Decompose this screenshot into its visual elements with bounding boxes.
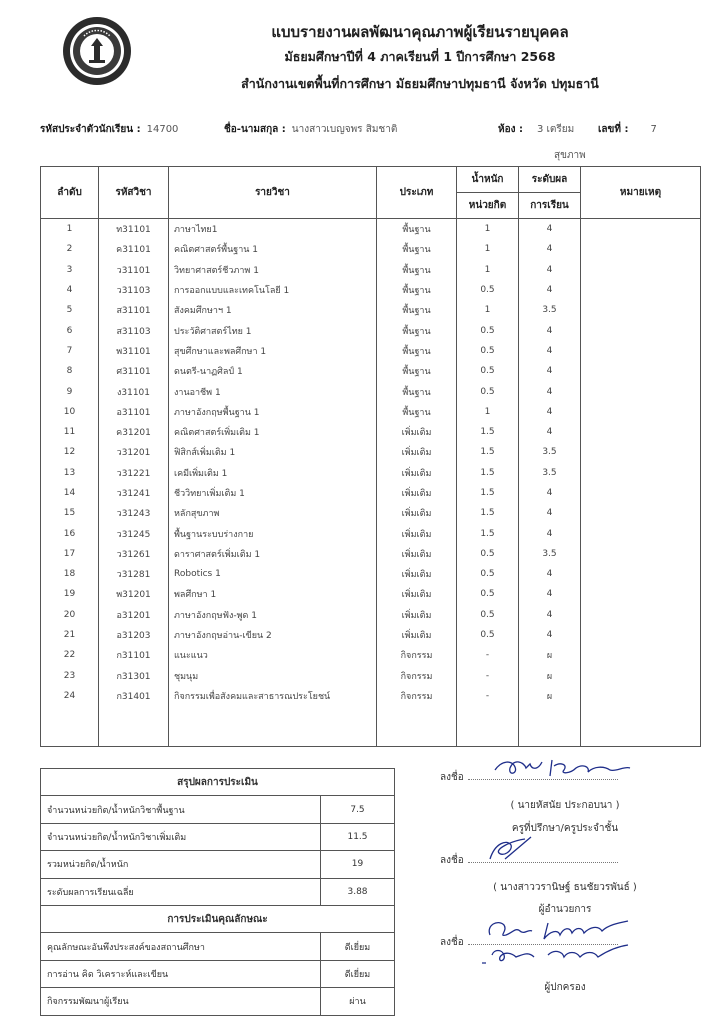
student-room-value: 3 เตรียม (536, 124, 575, 135)
table-row (41, 442, 701, 462)
trait-row-value: ดีเยี่ยม (321, 960, 395, 987)
row-remark (581, 422, 701, 442)
col-weight-header: น้ำหนัก (457, 167, 519, 193)
summary-table (40, 768, 395, 1016)
trait-row-value: ผ่าน (321, 988, 395, 1015)
row-remark (581, 666, 701, 686)
parent-signature-icon (478, 905, 648, 975)
trait-row-label: การอ่าน คิด วิเคราะห์และเขียน (41, 960, 321, 987)
row-no: 9 (41, 381, 99, 401)
row-type: เพิ่มเติม (377, 625, 457, 645)
row-code: ว31201 (99, 442, 169, 462)
row-remark (581, 625, 701, 645)
row-subject: แนะแนว (169, 645, 377, 665)
row-no: 21 (41, 625, 99, 645)
row-no: 5 (41, 300, 99, 320)
trait-row-label: กิจกรรมพัฒนาผู้เรียน (41, 988, 321, 1015)
parent-signature-line: ลงชื่อ (440, 935, 618, 950)
row-subject: ฟิสิกส์เพิ่มเติม 1 (169, 442, 377, 462)
report-subtitle: มัธยมศึกษาปีที่ 4 ภาคเรียนที่ 1 ปีการศึกษา 2568 (284, 49, 556, 64)
summary-row (41, 823, 395, 850)
row-code: ว31281 (99, 564, 169, 584)
row-subject: ภาษาอังกฤษอ่าน-เขียน 2 (169, 625, 377, 645)
summary-row-value: 7.5 (321, 796, 395, 823)
row-credit: - (457, 645, 519, 665)
row-code: ท31101 (99, 219, 169, 240)
col-remark-header: หมายเหตุ (581, 167, 701, 219)
row-credit: 1.5 (457, 442, 519, 462)
row-no: 22 (41, 645, 99, 665)
row-no: 4 (41, 280, 99, 300)
row-credit: 1.5 (457, 463, 519, 483)
summary-row-value: 3.88 (321, 878, 395, 905)
student-number-label: เลขที่ : (598, 124, 629, 135)
row-credit: - (457, 686, 519, 706)
row-credit: 0.5 (457, 584, 519, 604)
row-remark (581, 219, 701, 240)
row-credit: 0.5 (457, 280, 519, 300)
row-code: อ31101 (99, 402, 169, 422)
row-grade: 3.5 (519, 300, 581, 320)
row-no: 1 (41, 219, 99, 240)
col-grade-header: ระดับผล (519, 167, 581, 193)
row-type: พื้นฐาน (377, 341, 457, 361)
row-type: เพิ่มเติม (377, 503, 457, 523)
row-subject: หลักสุขภาพ (169, 503, 377, 523)
row-type: พื้นฐาน (377, 320, 457, 340)
row-credit: 0.5 (457, 564, 519, 584)
empty-row (41, 706, 701, 726)
empty-row (41, 726, 701, 747)
row-subject: เคมีเพิ่มเติม 1 (169, 463, 377, 483)
report-title: แบบรายงานผลพัฒนาคุณภาพผู้เรียนรายบุคคล (271, 23, 569, 41)
table-row (41, 361, 701, 381)
row-credit: 1 (457, 239, 519, 259)
summary-row-label: ระดับผลการเรียนเฉลี่ย (41, 878, 321, 905)
row-grade: 4 (519, 564, 581, 584)
row-grade: 4 (519, 625, 581, 645)
col-type-header: ประเภท (377, 167, 457, 219)
table-row (41, 503, 701, 523)
row-no: 14 (41, 483, 99, 503)
trait-row-label: คุณลักษณะอันพึงประสงค์ของสถานศึกษา (41, 933, 321, 960)
row-code: ศ31101 (99, 361, 169, 381)
row-subject: ภาษาอังกฤษฟัง-พูด 1 (169, 605, 377, 625)
school-seal-icon (62, 16, 132, 86)
student-name-label: ชื่อ-นามสกุล : (224, 124, 286, 135)
row-type: เพิ่มเติม (377, 564, 457, 584)
student-number-value: 7 (650, 124, 657, 135)
row-type: เพิ่มเติม (377, 544, 457, 564)
student-name-value: นางสาวเบญจพร สิมชาติ (291, 124, 398, 135)
row-subject: วิทยาศาสตร์ชีวภาพ 1 (169, 260, 377, 280)
director-name: ( นางสาววรานิษฐ์ ธนชัยวรพันธ์ ) (493, 882, 637, 893)
student-room (498, 122, 574, 137)
row-grade: 4 (519, 341, 581, 361)
row-credit: 1.5 (457, 523, 519, 543)
student-id-value: 14700 (146, 124, 179, 135)
student-number (598, 122, 657, 137)
row-grade: ผ (519, 645, 581, 665)
summary-row (41, 851, 395, 878)
row-grade: 4 (519, 361, 581, 381)
row-code: ส31103 (99, 320, 169, 340)
summary-row-label: จำนวนหน่วยกิต/น้ำหนักวิชาเพิ่มเติม (41, 823, 321, 850)
student-room-track: สุขภาพ (554, 150, 586, 161)
table-row (41, 463, 701, 483)
row-no: 17 (41, 544, 99, 564)
row-code: ว31261 (99, 544, 169, 564)
table-row (41, 564, 701, 584)
row-remark (581, 442, 701, 462)
row-no: 11 (41, 422, 99, 442)
row-grade: 4 (519, 422, 581, 442)
row-remark (581, 320, 701, 340)
row-subject: คณิตศาสตร์เพิ่มเติม 1 (169, 422, 377, 442)
row-subject: ดนตรี-นาฏศิลป์ 1 (169, 361, 377, 381)
row-grade: 4 (519, 320, 581, 340)
row-no: 8 (41, 361, 99, 381)
row-grade: 4 (519, 239, 581, 259)
row-type: พื้นฐาน (377, 300, 457, 320)
row-type: พื้นฐาน (377, 402, 457, 422)
teacher-role: ครูที่ปรึกษา/ครูประจำชั้น (511, 823, 619, 834)
row-credit: 1 (457, 402, 519, 422)
row-no: 3 (41, 260, 99, 280)
row-no: 24 (41, 686, 99, 706)
row-type: พื้นฐาน (377, 280, 457, 300)
summary-title: สรุปผลการประเมิน (41, 769, 395, 796)
row-subject: ภาษาไทย1 (169, 219, 377, 240)
row-grade: ผ (519, 686, 581, 706)
row-type: เพิ่มเติม (377, 584, 457, 604)
row-credit: 0.5 (457, 625, 519, 645)
table-row (41, 544, 701, 564)
table-row (41, 219, 701, 240)
table-row (41, 666, 701, 686)
row-remark (581, 300, 701, 320)
table-row (41, 625, 701, 645)
row-remark (581, 260, 701, 280)
student-room-label: ห้อง : (498, 124, 523, 135)
teacher-signature-line: ลงชื่อ (440, 770, 618, 785)
row-type: กิจกรรม (377, 645, 457, 665)
teacher-name: ( นายหัสนัย ประกอบนา ) (510, 800, 620, 811)
col-credit-header: หน่วยกิต (457, 193, 519, 219)
row-type: เพิ่มเติม (377, 483, 457, 503)
row-grade: 3.5 (519, 463, 581, 483)
row-remark (581, 280, 701, 300)
row-subject: กิจกรรมเพื่อสังคมและสาธารณประโยชน์ (169, 686, 377, 706)
row-subject: ชุมนุม (169, 666, 377, 686)
row-remark (581, 686, 701, 706)
row-type: เพิ่มเติม (377, 442, 457, 462)
row-code: พ31101 (99, 341, 169, 361)
table-row (41, 341, 701, 361)
row-code: อ31203 (99, 625, 169, 645)
row-grade: 4 (519, 402, 581, 422)
row-remark (581, 564, 701, 584)
row-credit: 0.5 (457, 361, 519, 381)
table-row (41, 239, 701, 259)
trait-row-value: ดีเยี่ยม (321, 933, 395, 960)
row-credit: 1.5 (457, 483, 519, 503)
row-remark (581, 402, 701, 422)
row-subject: Robotics 1 (169, 564, 377, 584)
row-type: เพิ่มเติม (377, 605, 457, 625)
col-subject-header: รายวิชา (169, 167, 377, 219)
row-remark (581, 523, 701, 543)
row-no: 15 (41, 503, 99, 523)
row-grade: 4 (519, 219, 581, 240)
row-code: ว31221 (99, 463, 169, 483)
row-no: 23 (41, 666, 99, 686)
row-no: 6 (41, 320, 99, 340)
row-subject: ประวัติศาสตร์ไทย 1 (169, 320, 377, 340)
row-type: พื้นฐาน (377, 260, 457, 280)
row-code: อ31201 (99, 605, 169, 625)
row-code: ก31401 (99, 686, 169, 706)
row-remark (581, 483, 701, 503)
row-code: ส31101 (99, 300, 169, 320)
trait-row (41, 933, 395, 960)
col-code-header: รหัสวิชา (99, 167, 169, 219)
trait-row (41, 988, 395, 1015)
col-no-header: ลำดับ (41, 167, 99, 219)
summary-row-label: จำนวนหน่วยกิต/น้ำหนักวิชาพื้นฐาน (41, 796, 321, 823)
row-code: ง31101 (99, 381, 169, 401)
row-code: ก31301 (99, 666, 169, 686)
table-row (41, 260, 701, 280)
student-name (224, 122, 397, 137)
row-grade: 4 (519, 584, 581, 604)
row-grade: 4 (519, 483, 581, 503)
row-grade: 3.5 (519, 442, 581, 462)
student-id (40, 122, 178, 137)
table-row (41, 584, 701, 604)
row-remark (581, 361, 701, 381)
row-remark (581, 605, 701, 625)
row-remark (581, 341, 701, 361)
row-subject: ภาษาอังกฤษพื้นฐาน 1 (169, 402, 377, 422)
row-subject: ดาราศาสตร์เพิ่มเติม 1 (169, 544, 377, 564)
row-code: พ31201 (99, 584, 169, 604)
director-role: ผู้อำนวยการ (538, 904, 592, 915)
row-type: พื้นฐาน (377, 239, 457, 259)
row-subject: การออกแบบและเทคโนโลยี 1 (169, 280, 377, 300)
report-office: สำนักงานเขตพื้นที่การศึกษา มัธยมศึกษาปทุมธานี จังหวัด ปทุมธานี (241, 76, 599, 91)
director-signature-icon (485, 833, 545, 865)
row-remark (581, 503, 701, 523)
trait-row (41, 960, 395, 987)
row-subject: คณิตศาสตร์พื้นฐาน 1 (169, 239, 377, 259)
row-credit: 1 (457, 300, 519, 320)
table-row (41, 280, 701, 300)
summary-row (41, 878, 395, 905)
row-type: พื้นฐาน (377, 219, 457, 240)
row-remark (581, 239, 701, 259)
table-row (41, 686, 701, 706)
row-grade: 4 (519, 381, 581, 401)
row-remark (581, 584, 701, 604)
traits-title: การประเมินคุณลักษณะ (41, 905, 395, 932)
row-credit: 0.5 (457, 381, 519, 401)
row-no: 10 (41, 402, 99, 422)
row-subject: พลศึกษา 1 (169, 584, 377, 604)
row-grade: 3.5 (519, 544, 581, 564)
row-code: ว31101 (99, 260, 169, 280)
row-subject: พื้นฐานระบบร่างกาย (169, 523, 377, 543)
row-subject: สังคมศึกษาฯ 1 (169, 300, 377, 320)
table-row (41, 381, 701, 401)
table-row (41, 645, 701, 665)
row-grade: 4 (519, 605, 581, 625)
row-type: พื้นฐาน (377, 361, 457, 381)
row-type: เพิ่มเติม (377, 523, 457, 543)
summary-row-label: รวมหน่วยกิต/น้ำหนัก (41, 851, 321, 878)
parent-role: ผู้ปกครอง (544, 982, 586, 993)
table-row (41, 483, 701, 503)
row-no: 20 (41, 605, 99, 625)
table-row (41, 402, 701, 422)
director-signature-line: ลงชื่อ (440, 853, 618, 868)
row-type: พื้นฐาน (377, 381, 457, 401)
row-no: 19 (41, 584, 99, 604)
row-remark (581, 381, 701, 401)
row-grade: 4 (519, 280, 581, 300)
row-credit: 1 (457, 219, 519, 240)
row-remark (581, 645, 701, 665)
table-row (41, 300, 701, 320)
row-grade: 4 (519, 260, 581, 280)
row-credit: 1.5 (457, 503, 519, 523)
row-type: กิจกรรม (377, 686, 457, 706)
row-no: 2 (41, 239, 99, 259)
row-code: ก31101 (99, 645, 169, 665)
table-row (41, 523, 701, 543)
row-type: เพิ่มเติม (377, 463, 457, 483)
table-row (41, 320, 701, 340)
row-remark (581, 463, 701, 483)
row-type: กิจกรรม (377, 666, 457, 686)
row-no: 16 (41, 523, 99, 543)
row-no: 18 (41, 564, 99, 584)
row-credit: 0.5 (457, 341, 519, 361)
row-no: 12 (41, 442, 99, 462)
col-result-header: การเรียน (519, 193, 581, 219)
row-code: ว31245 (99, 523, 169, 543)
student-id-label: รหัสประจำตัวนักเรียน : (40, 124, 141, 135)
row-credit: 1.5 (457, 422, 519, 442)
row-subject: งานอาชีพ 1 (169, 381, 377, 401)
row-code: ค31101 (99, 239, 169, 259)
row-grade: 4 (519, 503, 581, 523)
row-code: ว31241 (99, 483, 169, 503)
row-credit: 0.5 (457, 605, 519, 625)
row-code: ว31103 (99, 280, 169, 300)
row-credit: 0.5 (457, 544, 519, 564)
row-subject: สุขศึกษาและพลศึกษา 1 (169, 341, 377, 361)
grades-table (40, 166, 701, 747)
summary-row-value: 19 (321, 851, 395, 878)
row-subject: ชีววิทยาเพิ่มเติม 1 (169, 483, 377, 503)
row-credit: - (457, 666, 519, 686)
table-row (41, 422, 701, 442)
row-credit: 0.5 (457, 320, 519, 340)
row-no: 13 (41, 463, 99, 483)
table-row (41, 605, 701, 625)
summary-row-value: 11.5 (321, 823, 395, 850)
summary-row (41, 796, 395, 823)
row-no: 7 (41, 341, 99, 361)
row-grade: 4 (519, 523, 581, 543)
row-credit: 1 (457, 260, 519, 280)
row-type: เพิ่มเติม (377, 422, 457, 442)
row-remark (581, 544, 701, 564)
row-code: ค31201 (99, 422, 169, 442)
row-code: ว31243 (99, 503, 169, 523)
row-grade: ผ (519, 666, 581, 686)
teacher-signature-icon (490, 752, 640, 782)
